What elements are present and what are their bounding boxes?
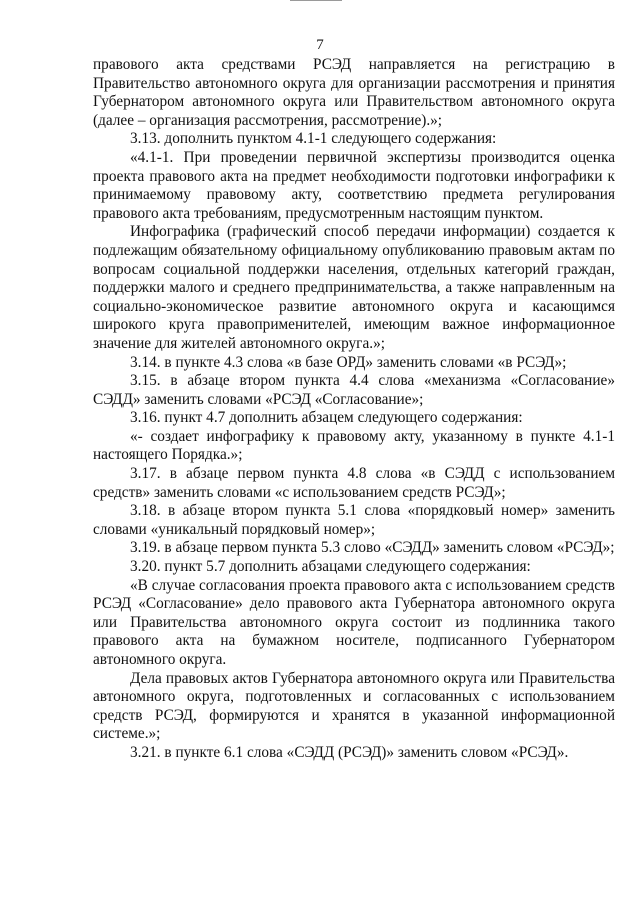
document-body bbox=[93, 56, 615, 763]
paragraph-3-21: 3.21. в пункте 6.1 слова «СЭДД (РСЭД)» заменить словом «РСЭД». bbox=[130, 743, 569, 761]
paragraph-3-13: 3.13. дополнить пунктом 4.1-1 следующего содержания: bbox=[130, 130, 497, 148]
paragraph-infographic-item: «- создает инфографику к правовому акту, указанному в пункте 4.1-1 настоящего Порядка.»; bbox=[93, 427, 615, 464]
paragraph-case-files: Дела правовых актов Губернатора автономного округа или Правительства автономного округа, подготовленных и согласованных с использованием средств РСЭД, формируются и хранятся в указанной информационной системе.»; bbox=[93, 669, 615, 743]
paragraph-3-14: 3.14. в пункте 4.3 слова «в базе ОРД» заменить словами «в РСЭД»; bbox=[130, 353, 567, 371]
paragraph-3-16: 3.16. пункт 4.7 дополнить абзацем следующего содержания: bbox=[130, 409, 523, 427]
paragraph-3-20: 3.20. пункт 5.7 дополнить абзацами следующего содержания: bbox=[130, 558, 531, 576]
paragraph-continuation: правового акта средствами РСЭД направляется на регистрацию в Правительство автономного округа для организации рассмотрения и принятия Губернатором автономного округа или Правительством автономного округа (далее – организация рассмотрения, рассмотрение).»; bbox=[93, 56, 615, 129]
paragraph-3-17: 3.17. в абзаце первом пункта 4.8 слова «в СЭДД с использованием средств» заменить словами «с использованием средств РСЭД»; bbox=[93, 465, 615, 501]
paragraph-infographics: Инфографика (графический способ передачи информации) создается к подлежащим обязательному официальному опубликованию правовым актам по вопросам социальной поддержки населения, отдельных категорий граждан, поддержки малого и среднего предпринимательства, а также направленным на социально-экономическое развитие автономного округа и касающимся широкого круга правоприменителей, имеющим важное информационное значение для жителей автономного округа.»; bbox=[93, 223, 615, 352]
page-number: 7 bbox=[316, 37, 324, 53]
paragraph-3-19: 3.19. в абзаце первом пункта 5.3 слово «СЭДД» заменить словом «РСЭД»; bbox=[130, 539, 615, 557]
paragraph-3-15: 3.15. в абзаце втором пункта 4.4 слова «механизма «Согласование» СЭДД» заменить словами «РСЭД «Согласование»; bbox=[93, 372, 615, 408]
paragraph-4-1-1: «4.1-1. При проведении первичной экспертизы производится оценка проекта правового акта на предмет необходимости подготовки инфографики к принимаемому правовому акту, соответствию предмета регулирования правового акта требованиям, предусмотренным настоящим пунктом. bbox=[93, 148, 615, 222]
paragraph-approval-case: «В случае согласования проекта правового акта с использованием средств РСЭД «Согласование» дело правового акта Губернатора автономного округа или Правительства автономного округа состоит из подлинника такого правового акта на бумажном носителе, подписанного Губернатором автономного округа. bbox=[93, 576, 615, 668]
scan-top-mark bbox=[290, 0, 342, 1]
paragraph-3-18: 3.18. в абзаце втором пункта 5.1 слова «порядковый номер» заменить словами «уникальный порядковый номер»; bbox=[93, 502, 615, 538]
